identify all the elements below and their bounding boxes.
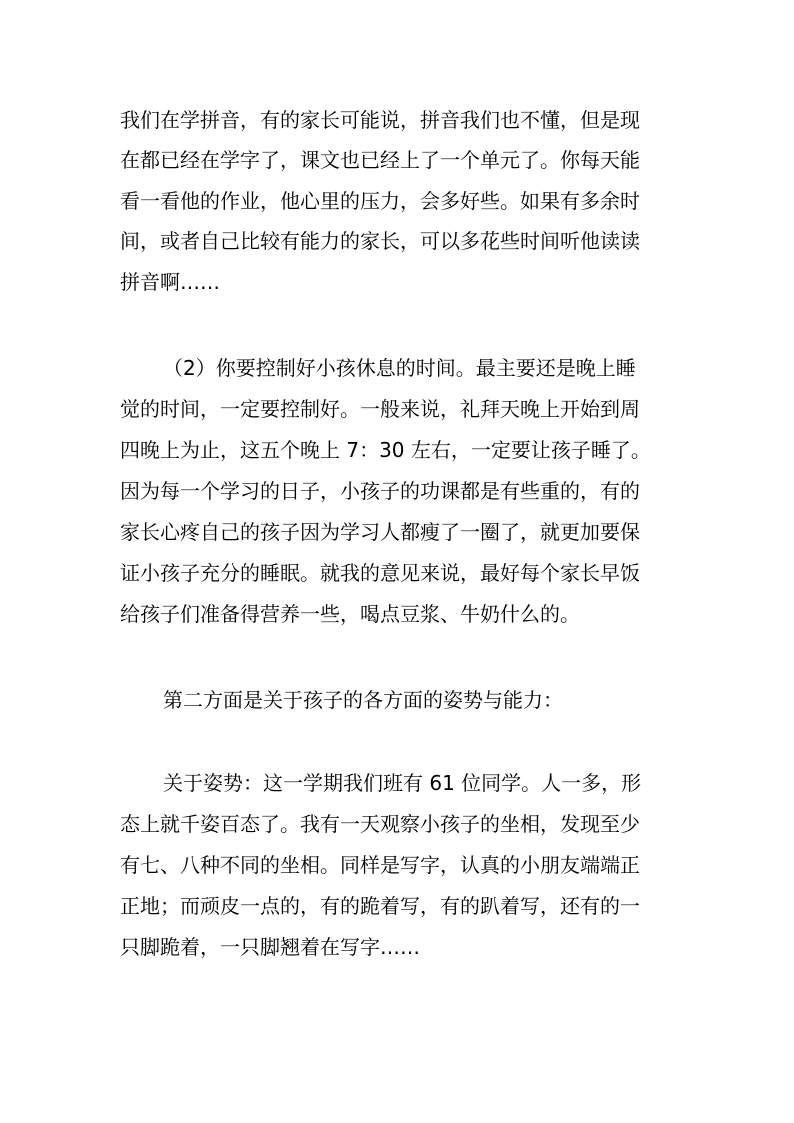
paragraph-2-line-2: 觉的时间，一定要控制好。一般来说，礼拜天晚上开始到周 bbox=[120, 397, 640, 421]
paragraph-2-line-1: （2）你要控制好小孩休息的时间。最主要还是晚上睡 bbox=[163, 356, 636, 380]
paragraph-2-line-6: 证小孩子充分的睡眠。就我的意见来说，最好每个家长早饭 bbox=[120, 561, 640, 585]
paragraph-4-line-5: 只脚跪着，一只脚翘着在写字…… bbox=[120, 935, 420, 959]
paragraph-4-line-3: 有七、八种不同的坐相。同样是写字，认真的小朋友端端正 bbox=[120, 853, 640, 877]
paragraph-2-line-5: 家长心疼自己的孩子因为学习人都瘦了一圈了，就更加要保 bbox=[120, 520, 640, 544]
paragraph-2-line-7: 给孩子们准备得营养一些，喝点豆浆、牛奶什么的。 bbox=[120, 602, 580, 626]
paragraph-4-line-1: 关于姿势：这一学期我们班有 61 位同学。人一多，形 bbox=[163, 771, 642, 795]
paragraph-3-line-1: 第二方面是关于孩子的各方面的姿势与能力： bbox=[163, 688, 563, 712]
paragraph-1-line-3: 看一看他的作业，他心里的压力，会多好些。如果有多余时 bbox=[120, 189, 640, 213]
paragraph-1-line-2: 在都已经在学字了，课文也已经上了一个单元了。你每天能 bbox=[120, 148, 640, 172]
paragraph-1-line-4: 间，或者自己比较有能力的家长，可以多花些时间听他读读 bbox=[120, 229, 640, 253]
paragraph-2-line-4: 因为每一个学习的日子，小孩子的功课都是有些重的，有的 bbox=[120, 479, 640, 503]
paragraph-1-line-1: 我们在学拼音，有的家长可能说，拼音我们也不懂，但是现 bbox=[120, 108, 640, 132]
paragraph-1-line-5: 拼音啊…… bbox=[120, 270, 220, 294]
paragraph-4-line-2: 态上就千姿百态了。我有一天观察小孩子的坐相，发现至少 bbox=[120, 812, 640, 836]
paragraph-4-line-4: 正地；而顽皮一点的，有的跪着写，有的趴着写，还有的一 bbox=[120, 894, 640, 918]
paragraph-2-line-3: 四晚上为止，这五个晚上 7：30 左右，一定要让孩子睡了。 bbox=[120, 438, 651, 462]
